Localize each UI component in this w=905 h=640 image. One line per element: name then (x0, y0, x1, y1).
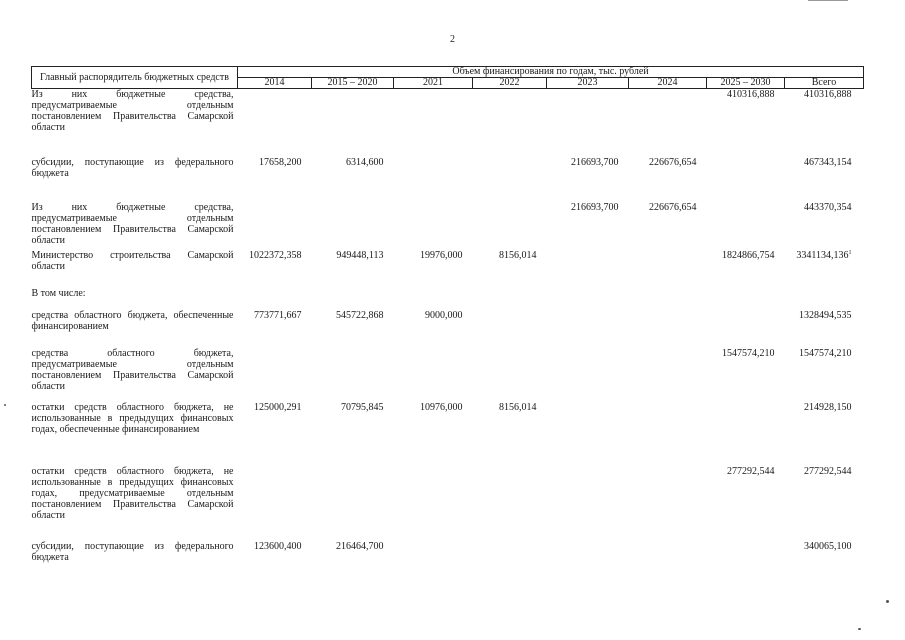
value-cell (785, 344, 864, 398)
value-cell (312, 284, 394, 306)
value-cell (312, 398, 394, 462)
value-cell (238, 89, 312, 153)
row-label: субсидии, поступающие из федерального бюджета (31, 540, 234, 563)
row-label: средства областного бюджета, обеспеченные финансированием (31, 309, 234, 332)
value-cell (707, 246, 785, 284)
value-text: 1547574,210 (799, 347, 852, 359)
value-cell (785, 462, 864, 537)
year-header: Всего (785, 78, 864, 89)
table-row (32, 198, 864, 246)
distributor-header: Главный распорядитель бюджетных средств (32, 67, 238, 89)
value-text: 70795,845 (341, 401, 384, 413)
value-cell (238, 153, 312, 198)
value-cell (629, 306, 707, 344)
value-text: 226676,654 (649, 156, 697, 168)
row-label: средства областного бюджета, предусматриваемые отдельным постановлением Правительства Самарской области (31, 347, 234, 392)
value-text: 410316,888 (727, 89, 775, 100)
value-text: 3341134,136 (796, 249, 849, 261)
value-cell (547, 153, 629, 198)
funding-table (31, 66, 864, 567)
value-cell (785, 284, 864, 306)
value-cell (547, 198, 629, 246)
value-cell (707, 344, 785, 398)
value-cell (547, 462, 629, 537)
year-header: 2022 (473, 78, 547, 89)
value-cell (629, 246, 707, 284)
value-cell (238, 306, 312, 344)
value-cell (394, 153, 473, 198)
value-cell (312, 537, 394, 567)
value-cell (707, 537, 785, 567)
value-text: 19976,000 (420, 249, 463, 261)
funding-header: Объем финансирования по годам, тыс. рублей (238, 67, 864, 78)
table-row (32, 306, 864, 344)
value-cell (238, 537, 312, 567)
row-label: В том числе: (31, 287, 86, 299)
value-text: 340065,100 (804, 540, 852, 552)
value-cell (473, 537, 547, 567)
value-text: 773771,667 (254, 309, 302, 321)
value-cell (238, 246, 312, 284)
value-text: 226676,654 (649, 201, 697, 213)
value-cell (707, 89, 785, 153)
value-cell (629, 537, 707, 567)
value-cell (629, 153, 707, 198)
value-cell (312, 89, 394, 153)
row-label: остатки средств областного бюджета, не использованные в предыдущих финансовых годах, предусматриваемые отдельным постановлением Правительства Самарской области (31, 465, 234, 521)
value-cell (312, 306, 394, 344)
value-cell (238, 462, 312, 537)
year-header: 2021 (394, 78, 473, 89)
value-cell (394, 306, 473, 344)
value-cell (473, 462, 547, 537)
year-header: 2024 (629, 78, 707, 89)
value-cell (707, 306, 785, 344)
value-text: 467343,154 (804, 156, 852, 168)
table-row (32, 398, 864, 462)
value-cell (238, 398, 312, 462)
value-cell (312, 344, 394, 398)
value-text: 125000,291 (254, 401, 302, 413)
value-cell (473, 306, 547, 344)
value-text: 1022372,358 (249, 249, 302, 261)
table-row (32, 284, 864, 306)
value-text: 9000,000 (425, 309, 463, 321)
value-cell (394, 246, 473, 284)
value-text: 216693,700 (571, 156, 619, 168)
value-cell (629, 398, 707, 462)
scan-edge-mark (808, 0, 848, 1)
value-cell (707, 284, 785, 306)
scan-speck (4, 404, 6, 406)
value-text: 214928,150 (804, 401, 852, 413)
value-cell (629, 344, 707, 398)
value-cell (473, 284, 547, 306)
value-cell (312, 153, 394, 198)
table-row (32, 246, 864, 284)
value-cell (547, 306, 629, 344)
value-text: 17658,200 (259, 156, 302, 168)
value-cell (394, 398, 473, 462)
value-text: 8156,014 (499, 401, 537, 413)
value-cell (547, 344, 629, 398)
page-number: 2 (450, 34, 455, 45)
value-cell (394, 462, 473, 537)
value-cell (473, 153, 547, 198)
row-label: Из них бюджетные средства, предусматриваемые отдельным постановлением Правительства Самарской области (31, 201, 234, 246)
year-header: 2015 – 2020 (312, 78, 394, 89)
value-cell (707, 153, 785, 198)
value-text: 1328494,535 (799, 309, 852, 321)
value-cell (785, 398, 864, 462)
value-cell (473, 344, 547, 398)
value-cell (547, 537, 629, 567)
value-text: 1824866,754 (722, 249, 775, 261)
value-cell (394, 537, 473, 567)
year-header: 2023 (547, 78, 629, 89)
value-text: 410316,888 (804, 89, 852, 100)
value-cell (312, 462, 394, 537)
row-label: Министерство строительства Самарской области (31, 249, 234, 272)
row-label: Из них бюджетные средства, предусматриваемые отдельным постановлением Правительства Самарской области (31, 89, 234, 133)
value-text: 949448,113 (336, 249, 384, 261)
scan-speck (886, 600, 889, 603)
value-text: 545722,868 (336, 309, 384, 321)
value-text: 216464,700 (336, 540, 384, 552)
value-cell (312, 246, 394, 284)
value-cell (785, 306, 864, 344)
table-row (32, 537, 864, 567)
value-text: 277292,544 (727, 465, 775, 477)
scan-speck (858, 628, 861, 630)
value-cell (312, 198, 394, 246)
table-row (32, 462, 864, 537)
value-cell (707, 398, 785, 462)
table-row (32, 89, 864, 153)
value-text: 6314,600 (346, 156, 384, 168)
value-cell (473, 398, 547, 462)
table-row (32, 344, 864, 398)
value-text: 123600,400 (254, 540, 302, 552)
value-text: 277292,544 (804, 465, 852, 477)
value-cell (547, 89, 629, 153)
value-cell (785, 153, 864, 198)
value-cell (547, 246, 629, 284)
value-cell (394, 89, 473, 153)
value-text: 216693,700 (571, 201, 619, 213)
value-cell (785, 198, 864, 246)
value-cell (629, 89, 707, 153)
value-cell (473, 198, 547, 246)
value-text: 443370,354 (804, 201, 852, 213)
row-label: остатки средств областного бюджета, не использованные в предыдущих финансовых годах, обеспеченные финансированием (31, 401, 234, 435)
table-row (32, 153, 864, 198)
table-body (32, 89, 864, 567)
value-text: 10976,000 (420, 401, 463, 413)
value-cell (785, 246, 864, 284)
value-cell (707, 462, 785, 537)
value-cell (473, 246, 547, 284)
value-cell (629, 284, 707, 306)
value-cell (547, 398, 629, 462)
value-text: 8156,014 (499, 249, 537, 261)
value-cell (394, 284, 473, 306)
value-cell (394, 344, 473, 398)
value-cell (547, 284, 629, 306)
row-label: субсидии, поступающие из федерального бюджета (31, 156, 234, 179)
value-cell (707, 198, 785, 246)
value-cell (785, 89, 864, 153)
value-cell (238, 198, 312, 246)
year-header: 2014 (238, 78, 312, 89)
value-cell (394, 198, 473, 246)
value-cell (629, 198, 707, 246)
value-cell (785, 537, 864, 567)
value-cell (238, 284, 312, 306)
value-text: 1547574,210 (722, 347, 775, 359)
value-cell (629, 462, 707, 537)
value-cell (473, 89, 547, 153)
value-cell (238, 344, 312, 398)
year-header: 2025 – 2030 (707, 78, 785, 89)
footnote-mark: 1 (848, 249, 852, 256)
